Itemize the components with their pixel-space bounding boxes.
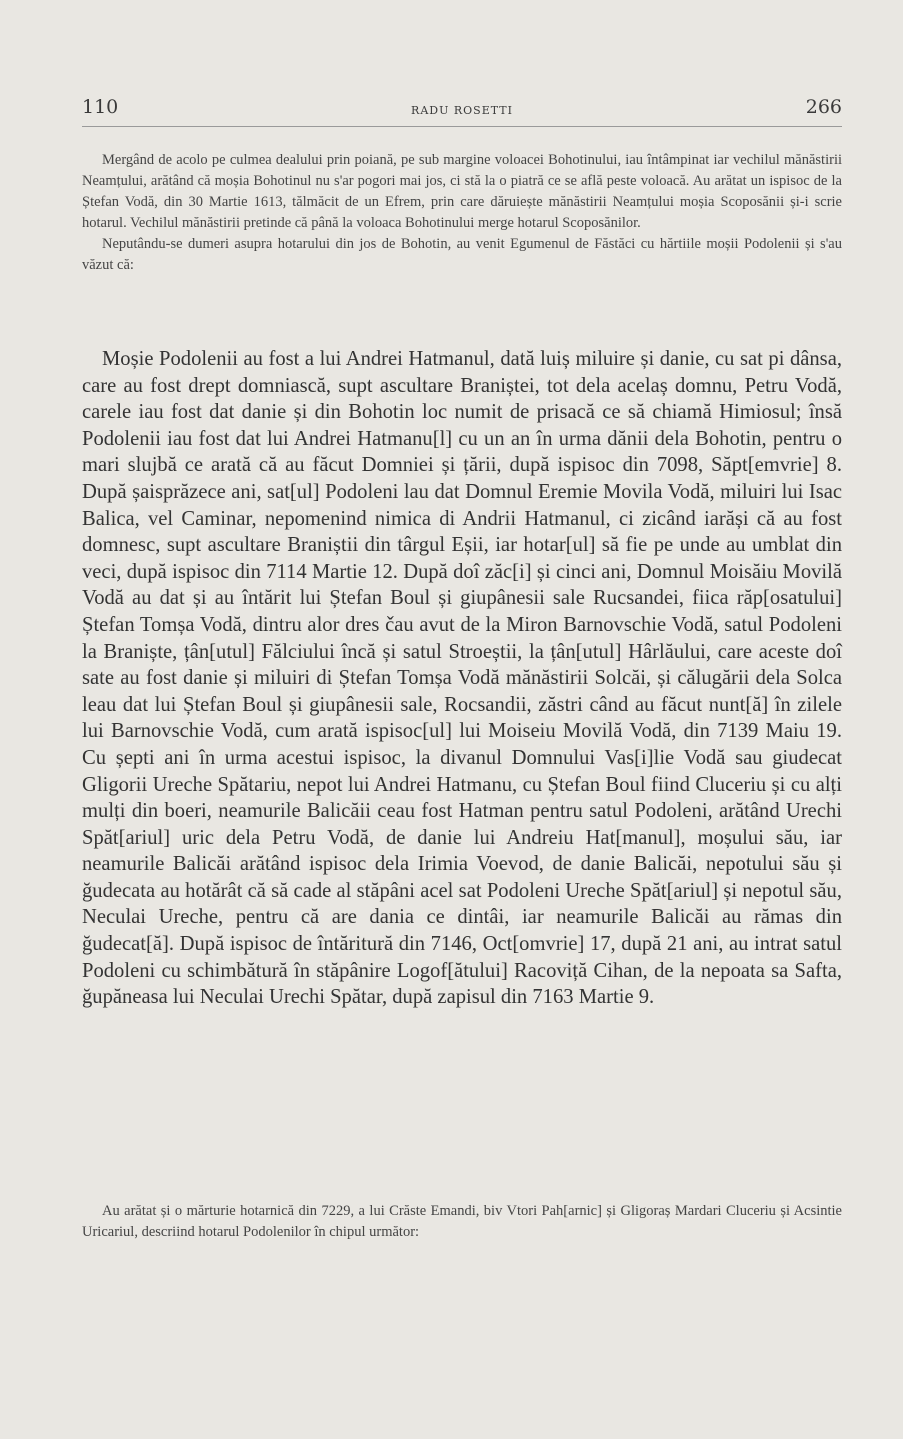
paragraph-2: Neputându-se dumeri asupra hotarului din jos de Bohotin, au venit Egumenul de Făstăci cu hărtiile moșii Podolenii și s'au văzut că: [82, 236, 842, 273]
page-header [82, 96, 842, 127]
paragraph-3: Moșie Podolenii au fost a lui Andrei Hatmanul, dată luiș miluire și danie, cu sat pi dânsa, care au fost drept domniască, supt ascultare Braniștei, tot dela acelaș domnu, Petru Vodă, carele iau fost dat danie și din Bohotin loc numit de prisacă ce să chiamă Himiosul; însă Podolenii iau fost dat lui Andrei Hatmanu[l] cu un an în urma dănii dela Bohotin, pentru o mari slujbă ce arată că au făcut Domniei și țării, după ispisoc din 7098, Săpt[emvrie] 8. După șaisprăzece ani, sat[ul] Podoleni lau dat Domnul Eremie Movila Vodă, miluiri lui Isac Balica, vel Caminar, nepomenind nimica di Andrii Hatmanul, ci zicând iarăși că au fost domnesc, supt ascultare Braniștii din târgul Eșii, iar hotar[ul] să fie pe unde au umblat din veci, după ispisoc din 7114 Martie 12. După doî zăc[i] și cinci ani, Domnul Moisăiu Movilă Vodă au dat și au întărit lui Ștefan Boul și giupânesii sale Rucsandei, fiica răp[osatului] Ștefan Tomșa Vodă, dintru alor dres čau avut de la Miron Barnovschie Vodă, satul Podoleni la Braniște, țân[utul] Fălciului încă și satul Stroeștii, la țân[utul] Hârlăului, care aceste doî sate au fost danie și miluiri di Ștefan Tomșa Vodă mănăstirii Solcăi, și călugării dela Solca leau dat lui Ștefan Boul și giupânesii sale, Rocsandii, zăstri când au făcut nunt[ă] în zilele lui Barnovschie Vodă, cum arată ispisoc[ul] lui Moiseiu Movilă Vodă, din 7139 Maiu 19. Cu șepti ani în urma acestui ispisoc, la divanul Domnului Vas[i]lie Vodă sau giudecat Gligorii Ureche Spătariu, nepot lui Andrei Hatmanu, cu Ștefan Boul fiind Cluceriu și cu alți mulți din boeri, neamurile Balicăii ceau fost Hatman pentru satul Podoleni, arătând Urechi Spăt[ariul] uric dela Petru Vodă, de danie lui Andreiu Hat[manul], moșului său, iar neamurile Balicăi arătând ispisoc dela Irimia Voevod, de danie Balicăi, nepotului său și ğudecata au hotărât că să cade al stăpâni acel sat Podoleni Ureche Spăt[ariul] și nepotul său, Neculai Ureche, pentru că are dania ce dintâi, iar neamurile Balicăi au rămas din ğudecat[ă]. După ispisoc de întăritură din 7146, Oct[omvrie] 17, după 21 ani, au intrat satul Podoleni cu schimbătură în stăpânire Logof[ătului] Racoviță Cihan, de la nepoata sa Safta, ğupăneasa lui Neculai Urechi Spătar, după zapisul din 7163 Martie 9. [82, 348, 842, 1009]
left-page-number: 110 [82, 96, 119, 118]
right-page-number: 266 [805, 96, 842, 118]
paragraph-4: Au arătat și o mărturie hotarnică din 7229, a lui Crăste Emandi, biv Vtori Pah[arnic] și Gligoraș Mardari Cluceriu și Acsintie Uricariul, descriind hotarul Podolenilor în chipul următor: [82, 1203, 842, 1240]
running-title: RADU ROSETTI [411, 104, 513, 117]
closing-text-block [82, 1201, 842, 1243]
quoted-document-block [82, 346, 842, 1011]
paragraph-1: Mergând de acolo pe culmea dealului prin poiană, pe sub margine voloacei Bohotinului, iau întâmpinat iar vechilul mănăstirii Neamțului, arătând că moșia Bohotinul nu s'ar pogori mai jos, ci stă la o piatră ce se află peste voloacă. Au arătat un ispisoc de la Ștefan Vodă, din 30 Martie 1613, tălmăcit de un Efrem, prin care dăruiește mănăstirii Neamțului moșia Scoposănii și-i scrie hotarul. Vechilul mănăstirii pretinde că până la voloaca Bohotinului merge hotarul Scoposănilor. [82, 152, 842, 231]
intro-text-block [82, 150, 842, 276]
